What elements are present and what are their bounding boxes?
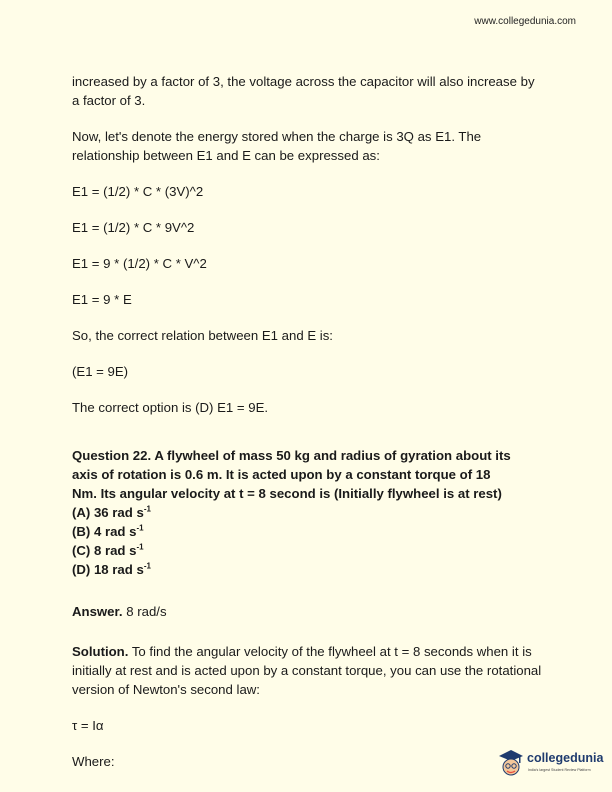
option-c-text: (C) 8 rad s — [72, 543, 137, 558]
question-22 — [72, 446, 542, 579]
solution-label: Solution. — [72, 644, 129, 659]
answer-label: Answer. — [72, 604, 123, 619]
graduate-cap-mascot-icon — [497, 748, 525, 778]
question-line-1: Question 22. A flywheel of mass 50 kg and radius of gyration about its — [72, 448, 511, 463]
header-url[interactable]: www.collegedunia.com — [474, 16, 576, 27]
option-b-text: (B) 4 rad s — [72, 524, 137, 539]
question-line-2: axis of rotation is 0.6 m. It is acted upon by a constant torque of 18 — [72, 467, 491, 482]
solution-formula: τ = Iα — [72, 718, 104, 733]
paragraph-3: So, the correct relation between E1 and E is: — [72, 328, 333, 343]
logo-name: collegedunia — [527, 751, 604, 765]
paragraph-5: The correct option is (D) E1 = 9E. — [72, 400, 269, 415]
equation-3: E1 = 9 * (1/2) * C * V^2 — [72, 256, 207, 271]
answer-value: 8 rad/s — [122, 604, 167, 619]
option-d-sup: -1 — [143, 561, 151, 571]
option-a — [72, 503, 542, 522]
option-b — [72, 522, 542, 541]
solution-text: To find the angular velocity of the flywheel at t = 8 seconds when it is initially at rest and is acted upon by a constant torque, you can use the rotational version of Newton's second law: — [72, 644, 542, 697]
equation-2: E1 = (1/2) * C * 9V^2 — [72, 220, 195, 235]
collegedunia-logo[interactable] — [497, 746, 607, 782]
equation-4: E1 = 9 * E — [72, 292, 132, 307]
solution-where: Where: — [72, 754, 115, 769]
page-content — [72, 72, 542, 788]
option-a-text: (A) 36 rad s — [72, 505, 144, 520]
paragraph-1: increased by a factor of 3, the voltage across the capacitor will also increase by a factor of 3. — [72, 74, 535, 108]
question-line-3: Nm. Its angular velocity at t = 8 second is (Initially flywheel is at rest) — [72, 486, 502, 501]
option-a-sup: -1 — [143, 504, 151, 514]
option-d — [72, 560, 542, 579]
option-d-text: (D) 18 rad s — [72, 562, 144, 577]
paragraph-4: (E1 = 9E) — [72, 364, 129, 379]
equation-1: E1 = (1/2) * C * (3V)^2 — [72, 184, 204, 199]
solution — [72, 642, 542, 699]
option-c — [72, 541, 542, 560]
paragraph-2: Now, let's denote the energy stored when the charge is 3Q as E1. The relationship between E1 and E can be expressed as: — [72, 129, 482, 163]
logo-tagline: India's largest Student Review Platform — [528, 768, 591, 772]
option-c-sup: -1 — [136, 542, 144, 552]
option-b-sup: -1 — [136, 523, 144, 533]
answer — [72, 602, 542, 621]
